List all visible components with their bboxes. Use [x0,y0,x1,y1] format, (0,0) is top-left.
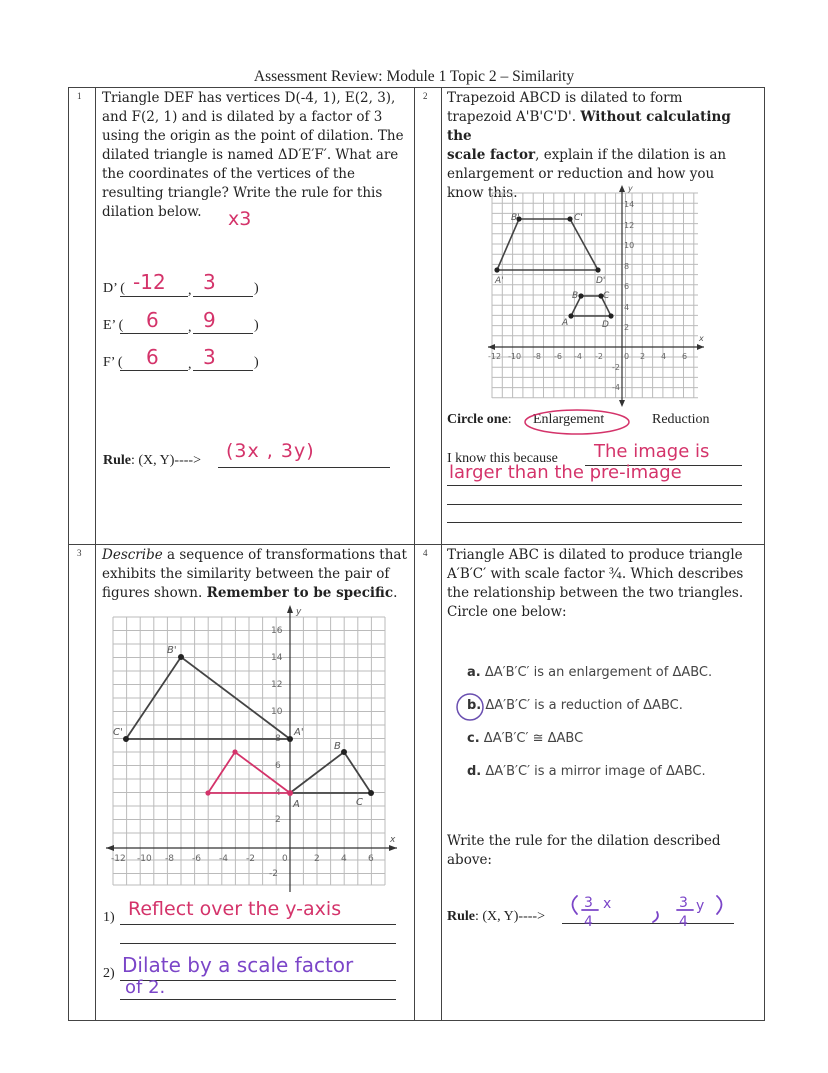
svg-text:A': A' [495,276,504,286]
answer-line[interactable] [447,504,742,505]
prompt-line: enlargement or reduction and how you [447,166,715,182]
svg-text:6: 6 [682,352,688,361]
selection-circle-icon [522,407,634,437]
svg-text:4: 4 [624,303,630,312]
svg-text:14: 14 [271,653,283,663]
prompt-line: Trapezoid ABCD is dilated to form [447,90,683,106]
svg-text:0: 0 [624,352,630,361]
svg-text:-2: -2 [269,869,278,879]
svg-text:B': B' [167,645,177,656]
svg-text:y: y [296,607,302,617]
svg-text:A: A [293,799,300,810]
prompt-line: Circle one below: [447,604,567,620]
answer-field-x[interactable] [120,370,188,371]
prompt-line: dilation below. [102,204,202,220]
handwritten-rule-answer [565,890,735,932]
answer-field-y[interactable] [193,296,253,297]
answer-field-x[interactable] [120,333,188,334]
svg-text:-10: -10 [137,854,152,864]
prompt-line: exhibits the similarity between the pair of [102,566,390,582]
divider [414,88,415,1020]
prompt-line: Triangle ABC is dilated to produce triangle [447,547,743,563]
svg-text:-2: -2 [612,363,620,372]
choice-a[interactable]: a. ΔA′B′C′ is an enlargement of ΔABC. [467,665,713,680]
rule-prefix: : (X, Y)----> [131,453,201,468]
question-number: 3 [77,548,82,558]
svg-text:-6: -6 [554,352,562,361]
svg-text:-10: -10 [508,352,522,361]
svg-text:14: 14 [624,200,635,209]
svg-text:4: 4 [341,854,347,864]
svg-text:-2: -2 [246,854,255,864]
svg-text:x: x [603,896,612,912]
question-number: 1 [77,91,82,101]
svg-text:y: y [696,898,705,914]
svg-text:12: 12 [624,221,635,230]
answer-line[interactable] [447,522,742,523]
divider [95,88,96,1020]
svg-text:0: 0 [282,854,288,864]
prompt-line: dilated triangle is named ΔD′E′F′. What are [102,147,399,163]
svg-text:2: 2 [624,323,630,332]
prompt-line: above: [447,852,492,868]
svg-text:-8: -8 [165,854,174,864]
svg-text:A': A' [294,727,304,738]
choice-d[interactable]: d. ΔA′B′C′ is a mirror image of ΔABC. [467,764,706,779]
circle-label: Circle one [447,412,508,427]
svg-text:4: 4 [584,914,593,930]
option-enlargement[interactable]: Enlargement [533,412,605,427]
q4-rule-prompt [447,832,757,870]
svg-text:D: D [602,320,609,330]
svg-text:B': B' [511,213,520,223]
q4-prompt [447,546,757,622]
page-title: Assessment Review: Module 1 Topic 2 – Similarity [253,68,575,85]
svg-text:8: 8 [275,734,281,744]
prompt-line: know this. [447,185,518,201]
prompt-emphasis: Remember to be specific [206,585,394,601]
prompt-line: the coordinates of the vertices of the [102,166,355,182]
divider [69,544,764,545]
svg-text:3: 3 [679,895,688,911]
prompt-line: figures shown. [102,585,207,601]
svg-text:8: 8 [624,262,630,271]
selection-circle-icon [455,692,487,722]
svg-text:12: 12 [271,680,283,690]
prompt-line: the relationship between the two triangles. [447,585,744,601]
answer-line[interactable] [447,485,742,486]
answer-field-y[interactable] [193,333,253,334]
svg-text:C: C [356,797,363,808]
divider [441,88,442,1020]
answer-line[interactable] [120,924,396,925]
q2-coordinate-graph [486,183,708,408]
option-reduction[interactable]: Reduction [652,412,710,427]
handwritten-note: x3 [228,208,252,230]
prompt-line: a sequence of transformations that [162,547,407,563]
svg-text:4: 4 [679,914,688,930]
rule-label: Rule [447,909,475,924]
svg-text:B: B [334,741,341,752]
rule-prefix: : (X, Y)----> [475,909,545,924]
svg-text:10: 10 [271,707,283,717]
svg-text:-4: -4 [612,383,620,392]
svg-text:4: 4 [275,788,281,798]
svg-text:-12: -12 [488,352,502,361]
svg-text:D': D' [596,276,606,286]
prompt-line: , explain if the dilation is an [535,147,727,163]
because-label: I know this because [447,451,558,466]
rule-label: Rule [103,453,131,468]
svg-text:-2: -2 [595,352,603,361]
svg-text:x: x [699,334,704,343]
prompt-line: Write the rule for the dilation described [447,833,721,849]
prompt-line: resulting triangle? Write the rule for this [102,185,383,201]
choice-c[interactable]: c. ΔA′B′C′ ≅ ΔABC [467,731,584,746]
svg-text:B: B [572,291,579,301]
answer-line[interactable] [120,999,396,1000]
svg-text:-12: -12 [111,854,126,864]
svg-text:2: 2 [314,854,320,864]
prompt-emphasis: scale factor [447,147,536,163]
svg-text:6: 6 [275,761,281,771]
svg-text:C': C' [113,727,123,738]
rule-answer-field[interactable] [218,467,390,468]
svg-text:3: 3 [584,895,593,911]
q1-prompt [102,89,412,222]
prompt-emphasis: Without calculating the [447,109,731,144]
svg-text:C: C [603,291,610,301]
svg-text:y: y [628,184,633,193]
svg-text:-4: -4 [219,854,228,864]
svg-text:16: 16 [271,626,283,636]
prompt-line: Triangle DEF has vertices D(-4, 1), E(2, 3), [102,90,396,106]
prompt-emphasis: Describe [102,547,163,563]
q3-prompt: Describe a sequence of transformations that exhibits the similarity between the pair of figures shown. Remember to be specific. [102,546,412,603]
prompt-line: trapezoid A'B'C'D'. [447,109,581,125]
svg-text:10: 10 [624,241,635,250]
q3-coordinate-graph [103,602,403,892]
prompt-line: using the origin as the point of dilation. The [102,128,404,144]
svg-text:4: 4 [661,352,667,361]
svg-text:-6: -6 [192,854,201,864]
svg-text:-8: -8 [533,352,541,361]
choice-b[interactable]: b. ΔA′B′C′ is a reduction of ΔABC. [467,698,683,713]
svg-text:C': C' [574,213,583,223]
prompt-line: A′B′C′ with scale factor ¾. Which describes [447,566,744,582]
svg-text:A: A [562,318,569,328]
svg-text:6: 6 [368,854,374,864]
question-number: 2 [423,91,428,101]
question-number: 4 [423,548,428,558]
answer-field-y[interactable] [193,370,253,371]
svg-text:2: 2 [275,815,281,825]
svg-text:-4: -4 [574,352,582,361]
svg-text:6: 6 [624,282,630,291]
prompt-line: and F(2, 1) and is dilated by a factor of 3 [102,109,383,125]
answer-line[interactable] [120,943,396,944]
svg-text:x: x [390,835,396,845]
svg-text:2: 2 [640,352,646,361]
answer-field-x[interactable] [120,296,188,297]
